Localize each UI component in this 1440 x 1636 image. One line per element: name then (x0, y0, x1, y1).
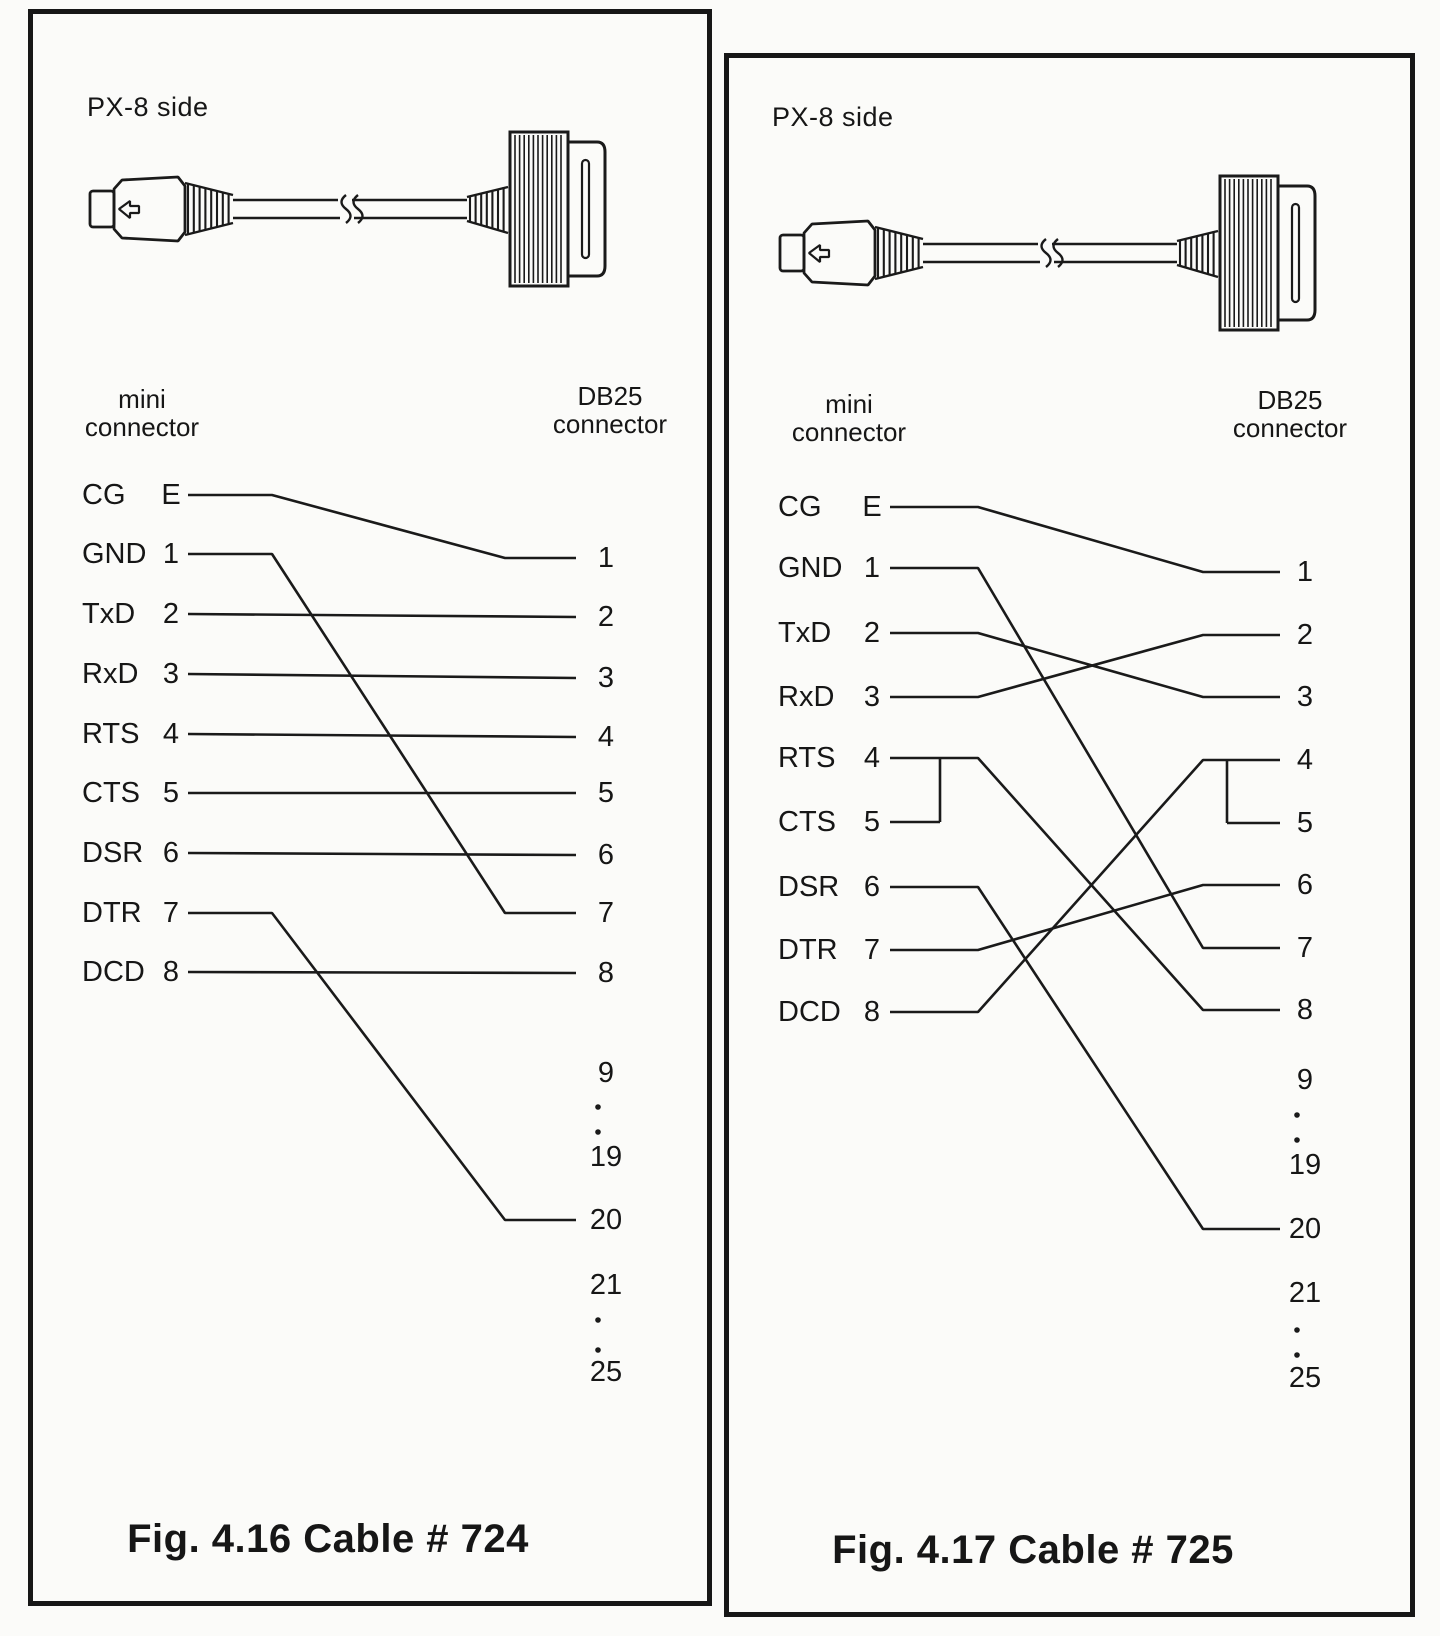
db25-shell (568, 142, 605, 276)
db25-pin-label-2: 2 (597, 601, 615, 633)
db25-pin-label-25: 25 (589, 1356, 623, 1388)
signal-label-CTS: CTS (778, 806, 836, 838)
figure-panel-cable-725 (724, 53, 1415, 1617)
mini-plug-body (804, 221, 875, 285)
mini-plug-body (114, 177, 185, 241)
wire-3-to-db25-2 (890, 635, 1280, 697)
mini-pin-id-8: 8 (162, 956, 180, 988)
cable-illustration (780, 176, 1315, 330)
wire-7-to-db25-20 (188, 913, 576, 1220)
db25-pin-label-1: 1 (1296, 556, 1314, 588)
signal-label-GND: GND (82, 538, 147, 570)
db25-header-line2: connector (1232, 413, 1348, 443)
mini-pin-id-3: 3 (162, 658, 180, 690)
mini-pin-id-2: 2 (162, 598, 180, 630)
signal-label-DCD: DCD (778, 996, 841, 1028)
db25-housing (1220, 176, 1278, 330)
wire-E-to-db25-1 (890, 507, 1280, 572)
signal-label-DSR: DSR (778, 871, 840, 903)
mini-pin-id-2: 2 (863, 617, 881, 649)
pin-ellipsis-dot (595, 1104, 601, 1110)
cable-illustration (90, 132, 605, 286)
mini-header-line2: connector (791, 417, 907, 447)
db25-header-line2: connector (552, 409, 668, 439)
mini-pin-id-5: 5 (863, 806, 881, 838)
db25-connector-header (500, 382, 720, 438)
wire-6-to-db25-20 (890, 887, 1280, 1229)
db25-pin-label-1: 1 (597, 542, 615, 574)
arrow-icon (809, 245, 829, 262)
cable-break (1042, 239, 1051, 267)
signal-label-RTS: RTS (778, 742, 836, 774)
mini-plug-cap (90, 191, 114, 227)
db25-housing (510, 132, 568, 286)
db25-pin-label-9: 9 (1296, 1064, 1314, 1096)
mini-connector-header (739, 390, 959, 446)
mini-pin-id-E: E (161, 479, 181, 511)
mini-pin-id-E: E (862, 491, 882, 523)
signal-label-RxD: RxD (82, 658, 139, 690)
signal-label-CG: CG (778, 491, 822, 523)
db25-header-line1: DB25 (577, 381, 643, 411)
db25-connector-header (1180, 386, 1400, 442)
signal-label-DCD: DCD (82, 956, 145, 988)
db25-pin-label-3: 3 (597, 662, 615, 694)
mini-pin-id-1: 1 (863, 552, 881, 584)
db25-pin-label-8: 8 (1296, 994, 1314, 1026)
figure-caption: Fig. 4.16 Cable # 724 (127, 1517, 529, 1561)
mini-plug-cap (780, 235, 804, 271)
figure-panel-cable-724 (28, 9, 712, 1606)
db25-pin-label-19: 19 (1288, 1149, 1322, 1181)
wire-2-to-db25-3 (890, 633, 1280, 697)
pin-ellipsis-dot (1294, 1137, 1300, 1143)
signal-label-TxD: TxD (778, 617, 832, 649)
mini-pin-id-6: 6 (162, 837, 180, 869)
wire-2-to-db25-2 (188, 614, 576, 617)
strain-relief (185, 223, 233, 235)
db25-pin-label-4: 4 (597, 721, 615, 753)
wire-8-to-db25-8 (188, 972, 576, 973)
mini-header-line1: mini (118, 384, 166, 414)
strain-relief (875, 227, 923, 239)
signal-label-DTR: DTR (82, 897, 142, 929)
wire-E-to-db25-1 (188, 495, 576, 558)
signal-label-GND: GND (778, 552, 843, 584)
db25-pin-label-8: 8 (597, 957, 615, 989)
figure-caption: Fig. 4.17 Cable # 725 (832, 1528, 1234, 1572)
db25-pin-label-21: 21 (1288, 1277, 1322, 1309)
strain-relief (185, 183, 233, 195)
db25-pin-label-9: 9 (597, 1057, 615, 1089)
db25-pin-label-20: 20 (1288, 1213, 1322, 1245)
pin-ellipsis-dot (595, 1129, 601, 1135)
signal-label-CG: CG (82, 479, 126, 511)
arrow-icon (119, 201, 139, 218)
mini-pin-id-5: 5 (162, 777, 180, 809)
db25-pin-label-25: 25 (1288, 1362, 1322, 1394)
mini-pin-id-7: 7 (162, 897, 180, 929)
strain-relief (875, 267, 923, 279)
mini-pin-id-8: 8 (863, 996, 881, 1028)
mini-pin-id-6: 6 (863, 871, 881, 903)
db25-pin-label-5: 5 (597, 777, 615, 809)
db25-shell-slot (1292, 204, 1299, 302)
pin-ellipsis-dot (1294, 1327, 1300, 1333)
wire-4-to-db25-4 (188, 734, 576, 737)
db25-pin-label-7: 7 (597, 897, 615, 929)
db25-pin-label-4: 4 (1296, 744, 1314, 776)
mini-pin-id-3: 3 (863, 681, 881, 713)
db25-pin-label-3: 3 (1296, 681, 1314, 713)
cable-break (342, 195, 351, 223)
mini-header-line2: connector (84, 412, 200, 442)
db25-pin-label-19: 19 (589, 1141, 623, 1173)
db25-pin-label-21: 21 (589, 1269, 623, 1301)
signal-label-RTS: RTS (82, 718, 140, 750)
mini-connector-header (32, 385, 252, 441)
wire-7-to-db25-6 (890, 885, 1280, 950)
signal-label-RxD: RxD (778, 681, 835, 713)
db25-pin-label-20: 20 (589, 1204, 623, 1236)
db25-shell (1278, 186, 1315, 320)
pin-ellipsis-dot (595, 1317, 601, 1323)
wire-6-to-db25-6 (188, 853, 576, 855)
mini-pin-id-7: 7 (863, 934, 881, 966)
db25-pin-label-6: 6 (597, 839, 615, 871)
mini-pin-id-1: 1 (162, 538, 180, 570)
pin-ellipsis-dot (1294, 1352, 1300, 1358)
db25-header-line1: DB25 (1257, 385, 1323, 415)
db25-pin-label-5: 5 (1296, 807, 1314, 839)
db25-pin-label-6: 6 (1296, 869, 1314, 901)
db25-pin-label-7: 7 (1296, 932, 1314, 964)
signal-label-DSR: DSR (82, 837, 144, 869)
mini-header-line1: mini (825, 389, 873, 419)
pin-ellipsis-dot (1294, 1112, 1300, 1118)
db25-shell-slot (582, 160, 589, 258)
signal-label-TxD: TxD (82, 598, 136, 630)
px8-side-label: PX-8 side (87, 92, 209, 122)
mini-pin-id-4: 4 (863, 742, 881, 774)
signal-label-CTS: CTS (82, 777, 140, 809)
pin-ellipsis-dot (595, 1347, 601, 1353)
px8-side-label: PX-8 side (772, 102, 894, 132)
signal-label-DTR: DTR (778, 934, 838, 966)
wire-3-to-db25-3 (188, 674, 576, 678)
mini-pin-id-4: 4 (162, 718, 180, 750)
db25-pin-label-2: 2 (1296, 619, 1314, 651)
